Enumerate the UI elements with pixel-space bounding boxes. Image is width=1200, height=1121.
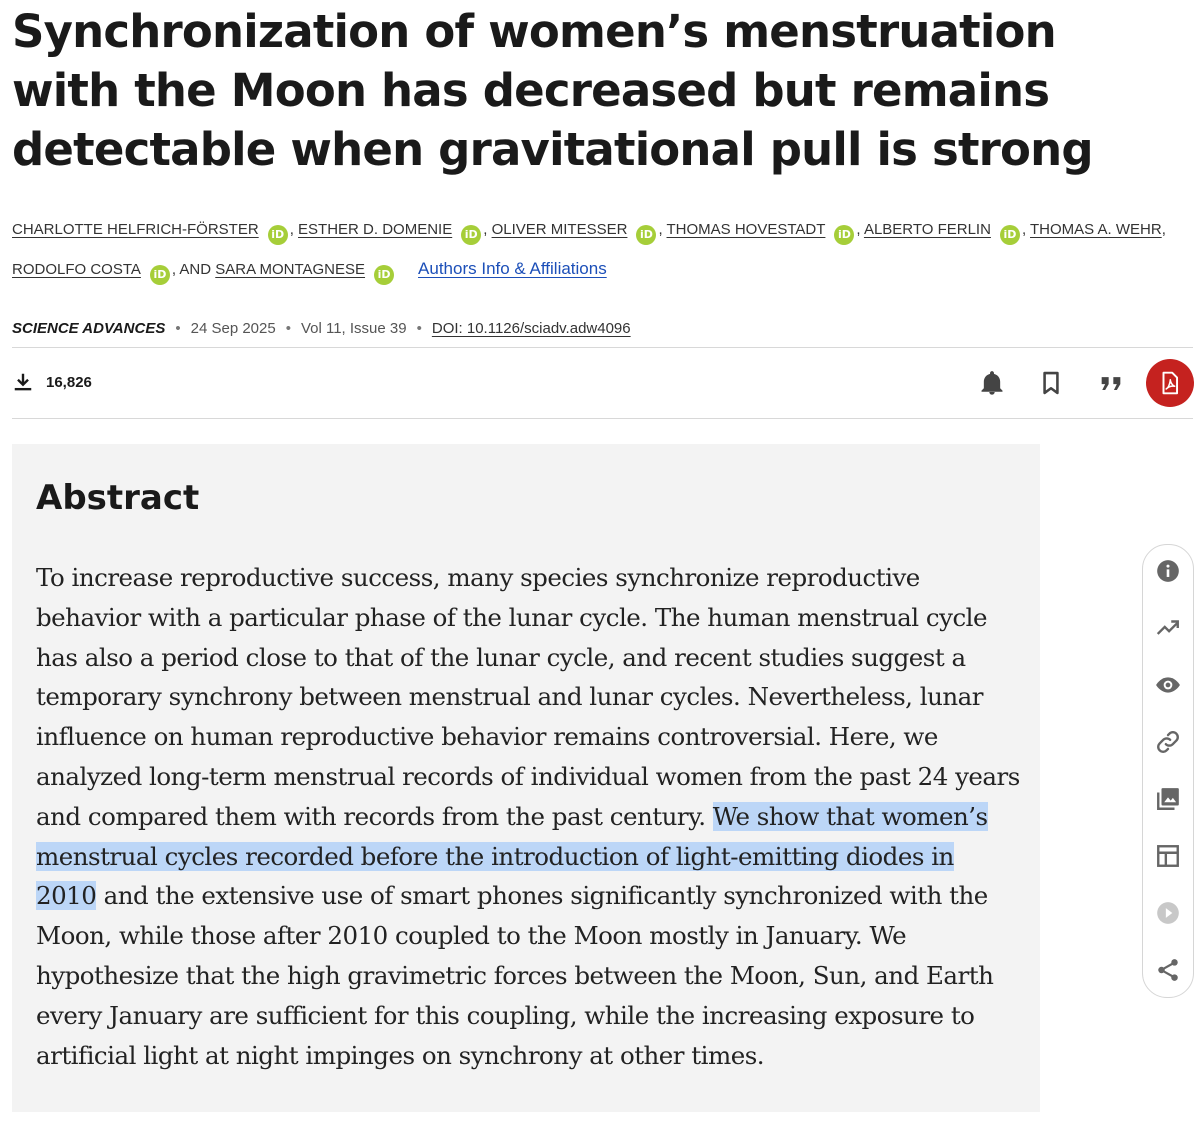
link-icon[interactable]: [1155, 729, 1181, 755]
author-separator: ,: [856, 221, 861, 238]
meta-separator: •: [416, 319, 422, 337]
meta-separator: •: [285, 319, 291, 337]
author-name[interactable]: RODOLFO COSTA: [12, 261, 141, 278]
orcid-icon[interactable]: iD: [268, 225, 288, 245]
journal-name[interactable]: SCIENCE ADVANCES: [12, 319, 166, 337]
abstract-text-start: To increase reproductive success, many species synchronize reproductive behavior with a particular phase of the lunar cycle. The human menstrual cycle has also a period close to that of the lunar cycle, and recent studies suggest a temporary synchrony between menstrual and lunar cycles. Nevertheless, lunar influence on human reproductive behavior remains controversial. Here, we analyzed long-term menstrual records of individual women from the past 24 years and compared them with records from the past century.: [36, 563, 1020, 831]
article-meta: [12, 317, 631, 339]
table-icon[interactable]: [1155, 843, 1181, 869]
trending-icon[interactable]: [1155, 615, 1181, 641]
authors-affiliations-link[interactable]: Authors Info & Affiliations: [418, 259, 607, 278]
doi-link[interactable]: DOI: 10.1126/sciadv.adw4096: [431, 319, 631, 337]
divider-top: [12, 347, 1193, 348]
abstract-section: [12, 444, 1040, 1112]
download-count-value: 16,826: [46, 373, 92, 391]
orcid-icon[interactable]: iD: [150, 265, 170, 285]
orcid-icon[interactable]: iD: [834, 225, 854, 245]
bookmark-icon[interactable]: [1037, 369, 1065, 397]
orcid-icon[interactable]: iD: [1000, 225, 1020, 245]
author-separator: ,: [289, 221, 294, 238]
download-count: [12, 371, 92, 393]
author-name[interactable]: CHARLOTTE HELFRICH-FÖRSTER: [12, 221, 259, 238]
author-name[interactable]: SARA MONTAGNESE: [215, 261, 366, 278]
orcid-icon[interactable]: iD: [636, 225, 656, 245]
abstract-text-end: and the extensive use of smart phones significantly synchronized with the Moon, while those after 2010 coupled to the Moon mostly in January. We hypothesize that the high gravimetric forces between the Moon, Sun, and Earth every January are sufficient for this coupling, while the increasing exposure to artificial light at night impinges on synchrony at other times.: [36, 881, 994, 1070]
pdf-icon: [1157, 370, 1183, 396]
author-name[interactable]: OLIVER MITESSER: [491, 221, 628, 238]
author-name[interactable]: THOMAS HOVESTADT: [666, 221, 826, 238]
author-name[interactable]: ESTHER D. DOMENIE: [298, 221, 453, 238]
abstract-text: [36, 558, 1021, 1075]
images-icon[interactable]: [1155, 786, 1181, 812]
author-separator: , AND: [171, 261, 212, 278]
volume-issue[interactable]: Vol 11, Issue 39: [300, 319, 407, 337]
divider-bottom: [12, 418, 1193, 419]
quote-icon[interactable]: [1097, 369, 1125, 397]
publication-date: 24 Sep 2025: [190, 319, 276, 337]
article-toolbar: [12, 349, 1193, 418]
pdf-button[interactable]: [1146, 359, 1194, 407]
author-name[interactable]: ALBERTO FERLIN: [863, 221, 991, 238]
bell-icon[interactable]: [978, 369, 1006, 397]
author-name[interactable]: THOMAS A. WEHR: [1030, 221, 1162, 238]
author-separator: ,: [1021, 221, 1027, 238]
author-separator: ,: [1161, 221, 1166, 238]
author-separator: ,: [658, 221, 663, 238]
orcid-icon[interactable]: iD: [461, 225, 481, 245]
article-title: Synchronization of women’s menstruation with the Moon has decreased but remains detectable when gravitational pull is strong: [12, 5, 1093, 176]
author-list: [12, 210, 1198, 289]
share-icon[interactable]: [1155, 957, 1181, 983]
author-separator: ,: [483, 221, 488, 238]
download-icon: [12, 371, 34, 393]
abstract-heading: Abstract: [36, 478, 200, 518]
orcid-icon[interactable]: iD: [374, 265, 394, 285]
play-icon[interactable]: [1155, 900, 1181, 926]
side-navigation-rail: [1142, 544, 1194, 998]
meta-separator: •: [175, 319, 181, 337]
eye-icon[interactable]: [1155, 672, 1181, 698]
highlighted-text-selection[interactable]: We show that women’s menstrual cycles recorded before the introduction of light-emitting diodes in 2010: [36, 801, 988, 911]
info-icon[interactable]: [1155, 558, 1181, 584]
